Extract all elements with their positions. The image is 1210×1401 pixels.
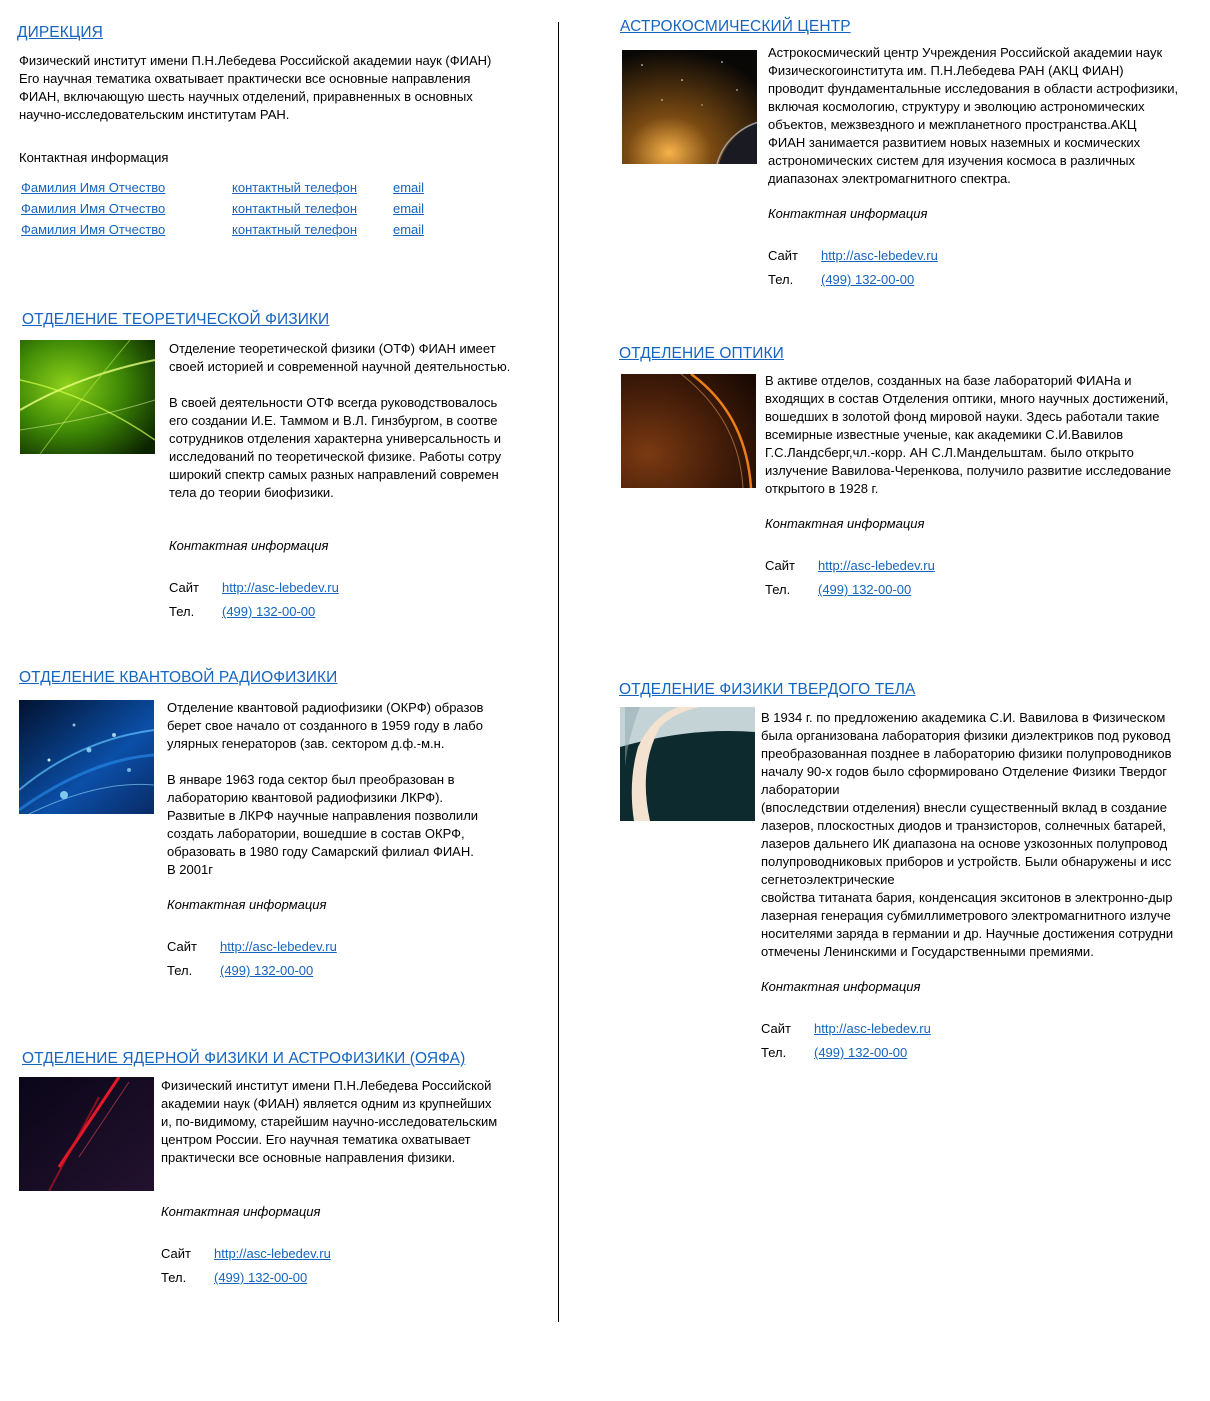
solid-image xyxy=(620,707,755,821)
contact-phone-link[interactable]: контактный телефон xyxy=(232,222,357,237)
section-title-theory[interactable]: ОТДЕЛЕНИЕ ТЕОРЕТИЧЕСКОЙ ФИЗИКИ xyxy=(22,311,330,328)
solid-site-link[interactable]: http://asc-lebedev.ru xyxy=(814,1021,931,1036)
section-title-solid[interactable]: ОТДЕЛЕНИЕ ФИЗИКИ ТВЕРДОГО ТЕЛА xyxy=(619,681,916,698)
astro-site-label: Сайт xyxy=(768,248,798,263)
optics-tel-label: Тел. xyxy=(765,582,791,597)
theory-site-link[interactable]: http://asc-lebedev.ru xyxy=(222,580,339,595)
solid-site-label: Сайт xyxy=(761,1021,791,1036)
nuclear-site-link[interactable]: http://asc-lebedev.ru xyxy=(214,1246,331,1261)
quantum-tel-label: Тел. xyxy=(167,963,193,978)
contact-email-link[interactable]: email xyxy=(393,222,425,237)
astro-tel-label: Тел. xyxy=(768,272,794,287)
astro-tel-link[interactable]: (499) 132-00-00 xyxy=(821,272,915,287)
theory-tel-label: Тел. xyxy=(169,604,195,619)
section-title-astro[interactable]: АСТРОКОСМИЧЕСКИЙ ЦЕНТР xyxy=(620,18,851,35)
nuclear-text: Физический институт имени П.Н.Лебедева Российской академии наук (ФИАН) является одним из крупнейших и, по-видимому, старейшим научно-исследовательским центром России. Его научная тематика охватывает практически все основные направления физики. xyxy=(161,1078,498,1165)
quantum-contact-heading: Контактная информация xyxy=(167,897,327,912)
section-title-quantum[interactable]: ОТДЕЛЕНИЕ КВАНТОВОЙ РАДИОФИЗИКИ xyxy=(19,669,338,686)
astro-site-link[interactable]: http://asc-lebedev.ru xyxy=(821,248,938,263)
nuclear-image xyxy=(19,1077,154,1191)
optics-contact-heading: Контактная информация xyxy=(765,516,925,531)
theory-text: Отделение теоретической физики (ОТФ) ФИАН имеет своей историей и современной научной деятельностью. В своей деятельности ОТФ всегда руководствовалось его создании И.Е. Таммом и В.Л. Гинзбургом, в соотве сотрудников отделения характерна универсальность и исследований по теоретической физике. Работы сотру широкий спектр самых разных направлений современ тела до теории биофизики. xyxy=(169,341,511,500)
nuclear-tel-link[interactable]: (499) 132-00-00 xyxy=(214,1270,308,1285)
optics-image xyxy=(621,374,756,488)
contact-phone-link[interactable]: контактный телефон xyxy=(232,201,357,216)
nuclear-contact-heading: Контактная информация xyxy=(161,1204,321,1219)
direction-contact-heading: Контактная информация xyxy=(19,150,169,165)
optics-text: В активе отделов, созданных на базе лабораторий ФИАНа и входящих в состав Отделения оптики, много научных достижений, вошедших в золотой фонд мировой науки. Здесь работали такие всемирные известные ученые, как академики С.И.Вавилов Г.С.Ландсберг,чл.-корр. АН С.Л.Мандельштам. было открыто излучение Вавилова-Черенкова, получило развитие исследование открытого в 1928 г. xyxy=(765,373,1172,496)
quantum-text: Отделение квантовой радиофизики (ОКРФ) образов берет свое начало от созданного в 1959 году в лабо улярных генераторов (зав. сектором д.ф.-м.н. В январе 1963 года сектор был преобразован в лабораторию квантовой радиофизики ЛКРФ). Развитые в ЛКРФ научные направления позволили создать лаборатории, вошедшие в состав ОКРФ, образовать в 1980 году Самарский филиал ФИАН. В 2001г xyxy=(167,700,484,877)
solid-tel-link[interactable]: (499) 132-00-00 xyxy=(814,1045,908,1060)
optics-tel-link[interactable]: (499) 132-00-00 xyxy=(818,582,912,597)
solid-text: В 1934 г. по предложению академика С.И. Вавилова в Физическом была организована лаборатория физики диэлектриков под руковод преобразованная позднее в лабораторию физики полупроводников началу 90-х годов было сформировано Отделение Физики Твердог лаборатории (впоследствии отделения) внесли существенный вклад в создание лазеров, плоскостных диодов и транзисторов, солнечных батарей, лазеров дальнего ИК диапазона на основе узкозонных полупровод полупроводниковых приборов и устройств. Были обнаружены и исс сегнетоэлектрические свойства титаната бария, конденсация экситонов в электронно-дыр лазерная генерация субмиллиметрового электромагнитного излуче носителями заряда в германии и др. Научные достижения сотрудни отмечены Ленинскими и Государственными премиями. xyxy=(761,710,1174,959)
contact-name-link[interactable]: Фамилия Имя Отчество xyxy=(21,222,166,237)
quantum-image xyxy=(19,700,154,814)
section-title-nuclear[interactable]: ОТДЕЛЕНИЕ ЯДЕРНОЙ ФИЗИКИ И АСТРОФИЗИКИ (ОЯФА) xyxy=(22,1050,466,1067)
column-divider xyxy=(558,22,559,1322)
contact-email-link[interactable]: email xyxy=(393,180,425,195)
astro-text: Астрокосмический центр Учреждения Российской академии наук Физическогоинститута им. П.Н.Лебедева РАН (АКЦ ФИАН) проводит фундаментальные исследования в области астрофизики, включая космологию, структуру и эволюцию астрономических объектов, межзвездного и межпланетного пространства.АКЦ ФИАН занимается развитием новых наземных и космических астрономических систем для изучения космоса в различных диапазонах электромагнитного спектра. xyxy=(768,45,1179,186)
quantum-tel-link[interactable]: (499) 132-00-00 xyxy=(220,963,314,978)
nuclear-tel-label: Тел. xyxy=(161,1270,187,1285)
theory-site-label: Сайт xyxy=(169,580,199,595)
astro-image xyxy=(622,50,757,164)
quantum-site-label: Сайт xyxy=(167,939,197,954)
section-title-optics[interactable]: ОТДЕЛЕНИЕ ОПТИКИ xyxy=(619,345,784,362)
solid-tel-label: Тел. xyxy=(761,1045,787,1060)
nuclear-site-label: Сайт xyxy=(161,1246,191,1261)
theory-image xyxy=(20,340,155,454)
theory-tel-link[interactable]: (499) 132-00-00 xyxy=(222,604,316,619)
quantum-site-link[interactable]: http://asc-lebedev.ru xyxy=(220,939,337,954)
contact-name-link[interactable]: Фамилия Имя Отчество xyxy=(21,201,166,216)
contact-name-link[interactable]: Фамилия Имя Отчество xyxy=(21,180,166,195)
solid-contact-heading: Контактная информация xyxy=(761,979,921,994)
section-title-direction[interactable]: ДИРЕКЦИЯ xyxy=(17,24,103,41)
contact-email-link[interactable]: email xyxy=(393,201,425,216)
direction-text: Физический институт имени П.Н.Лебедева Российской академии наук (ФИАН) Его научная тематика охватывает практически все основные направления ФИАН, включающую шесть научных отделений, приравненных в основных научно-исследовательским институтам РАН. xyxy=(19,53,492,122)
astro-contact-heading: Контактная информация xyxy=(768,206,928,221)
theory-contact-heading: Контактная информация xyxy=(169,538,329,553)
optics-site-label: Сайт xyxy=(765,558,795,573)
optics-site-link[interactable]: http://asc-lebedev.ru xyxy=(818,558,935,573)
contact-phone-link[interactable]: контактный телефон xyxy=(232,180,357,195)
